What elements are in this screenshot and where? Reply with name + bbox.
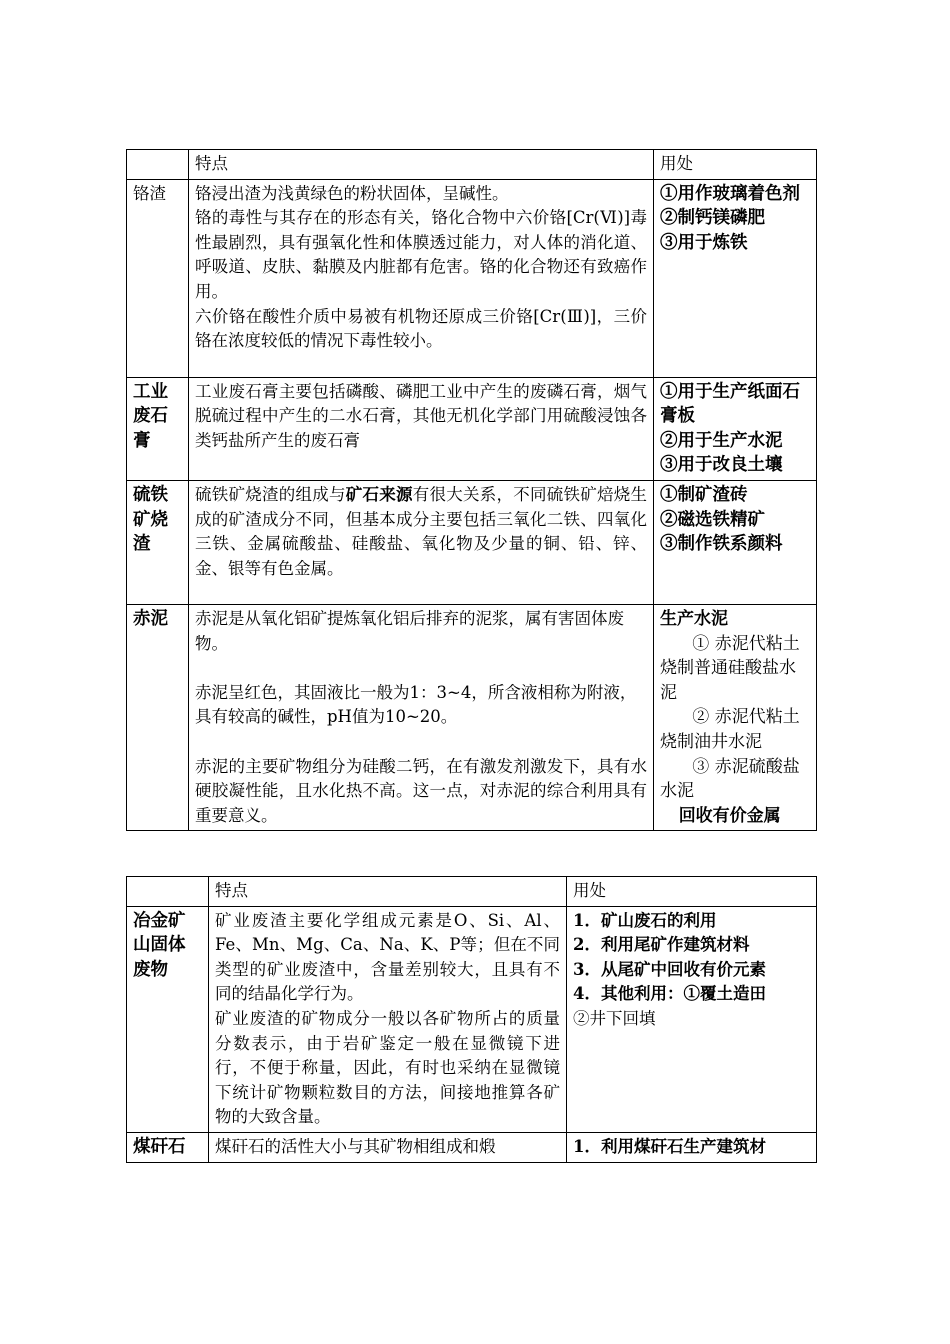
row-features: 煤矸石的活性大小与其矿物相组成和煅 bbox=[209, 1132, 567, 1162]
table-row bbox=[127, 480, 817, 604]
spacer bbox=[195, 656, 647, 681]
row-name: 煤矸石 bbox=[127, 1132, 209, 1162]
use-item: ②制钙镁磷肥 bbox=[660, 208, 765, 229]
table-row bbox=[127, 604, 817, 830]
table-row bbox=[127, 179, 817, 377]
feature-emphasis: 矿石来源 bbox=[345, 484, 413, 504]
use-item: 4．其他利用：①覆土造田 bbox=[573, 984, 766, 1004]
use-item: ②用于生产水泥 bbox=[660, 430, 783, 451]
use-item: ③制作铁系颜料 bbox=[660, 534, 783, 555]
feature-text: 赤泥是从氧化铝矿提炼氧化铝后排弃的泥浆，属有害固体废物。 bbox=[195, 608, 624, 653]
row-name: 赤泥 bbox=[127, 604, 189, 830]
row-uses bbox=[567, 906, 817, 1132]
row-uses: 1．利用煤矸石生产建筑材 bbox=[567, 1132, 817, 1162]
row-name: 冶金矿山固体废物 bbox=[127, 906, 209, 1132]
row-features bbox=[189, 480, 654, 604]
feature-text: 赤泥的主要矿物组分为硅酸二钙，在有激发剂激发下，具有水硬胶凝性能，且水化热不高。这一点，对赤泥的综合利用具有重要意义。 bbox=[195, 756, 647, 825]
row-uses bbox=[654, 377, 817, 480]
feature-text: 硫铁矿烧渣的组成与 bbox=[195, 484, 346, 504]
feature-text: 矿业废渣的矿物成分一般以各矿物所占的质量分数表示，由于岩矿鉴定一般在显微镜下进行，不便于称量，因此，有时也采纳在显微镜下统计矿物颗粒数目的方法，间接地推算各矿物的大致含量。 bbox=[215, 1008, 560, 1127]
feature-text: 铬的毒性与其存在的形态有关，铬化合物中六价铬[Cr(Ⅵ)]毒性最剧烈，具有强氧化性和体膜透过能力，对人体的消化道、呼吸道、皮肤、黏膜及内脏都有危害。铬的化合物还有致癌作用。 bbox=[195, 208, 647, 301]
row-features: 工业废石膏主要包括磷酸、磷肥工业中产生的废磷石膏，烟气脱硫过程中产生的二水石膏，其他无机化学部门用硫酸浸蚀各类钙盐所产生的废石膏 bbox=[189, 377, 654, 480]
table-row bbox=[127, 377, 817, 480]
table-header-row bbox=[127, 877, 817, 907]
use-item: ②磁选铁精矿 bbox=[660, 509, 765, 530]
use-item: 回收有价金属 bbox=[678, 805, 781, 826]
use-item: ③用于炼铁 bbox=[660, 232, 748, 253]
row-uses bbox=[654, 480, 817, 604]
header-cell-name bbox=[127, 877, 209, 907]
spacer bbox=[195, 730, 647, 755]
use-item: 3．从尾矿中回收有价元素 bbox=[573, 959, 766, 979]
row-features bbox=[189, 604, 654, 830]
feature-text: 六价铬在酸性介质中易被有机物还原成三价铬[Cr(Ⅲ)]，三价铬在浓度较低的情况下毒性较小。 bbox=[195, 306, 647, 351]
use-item: ③用于改良土壤 bbox=[660, 455, 783, 476]
row-features bbox=[209, 906, 567, 1132]
use-item: ③ 赤泥硫酸盐水泥 bbox=[660, 756, 800, 802]
solid-waste-table-2 bbox=[126, 876, 817, 1163]
use-item: ①制矿渣砖 bbox=[660, 484, 748, 505]
header-cell-uses: 用处 bbox=[654, 150, 817, 180]
row-uses bbox=[654, 604, 817, 830]
use-item: 1．矿山废石的利用 bbox=[573, 910, 717, 930]
feature-text: 有很大关系，不同硫铁矿焙烧生成的矿渣成分不同，但基本成分主要包括三氧化二铁、四氧化三铁、金属硫酸盐、硅酸盐、氧化物及少量的铜、铅、锌、金、银等有色金属。 bbox=[195, 484, 647, 578]
table-row bbox=[127, 906, 817, 1132]
row-name: 硫铁矿烧渣 bbox=[127, 480, 189, 604]
row-name: 铬渣 bbox=[127, 179, 189, 377]
use-item: ①用作玻璃着色剂 bbox=[660, 183, 800, 204]
header-cell-features: 特点 bbox=[189, 150, 654, 180]
use-item: 2．利用尾矿作建筑材料 bbox=[573, 935, 750, 955]
row-features bbox=[189, 179, 654, 377]
table-header-row bbox=[127, 150, 817, 180]
header-cell-uses: 用处 bbox=[567, 877, 817, 907]
header-cell-features: 特点 bbox=[209, 877, 567, 907]
use-title: 生产水泥 bbox=[660, 608, 728, 629]
feature-text: 铬浸出渣为浅黄绿色的粉状固体，呈碱性。 bbox=[195, 183, 509, 203]
table-row bbox=[127, 1132, 817, 1162]
row-uses bbox=[654, 179, 817, 377]
feature-text: 矿业废渣主要化学组成元素是O、Si、Al、Fe、Mn、Mg、Ca、Na、K、P等；但在不同类型的矿业废渣中，含量差别较大，且具有不同的结晶化学行为。 bbox=[215, 910, 560, 1004]
solid-waste-table-1 bbox=[126, 149, 817, 831]
use-item: ① 赤泥代粘土烧制普通硅酸盐水泥 bbox=[660, 633, 800, 703]
feature-text: 赤泥呈红色，其固液比一般为1：3~4，所含液相称为附液，具有较高的碱性，pH值为10~20。 bbox=[195, 682, 637, 727]
use-item: ② 赤泥代粘土烧制油井水泥 bbox=[660, 707, 800, 752]
row-name: 工业废石膏 bbox=[127, 377, 189, 480]
use-item: ①用于生产纸面石膏板 bbox=[660, 381, 800, 427]
header-cell-name bbox=[127, 150, 189, 180]
use-item: ②井下回填 bbox=[573, 1008, 656, 1028]
